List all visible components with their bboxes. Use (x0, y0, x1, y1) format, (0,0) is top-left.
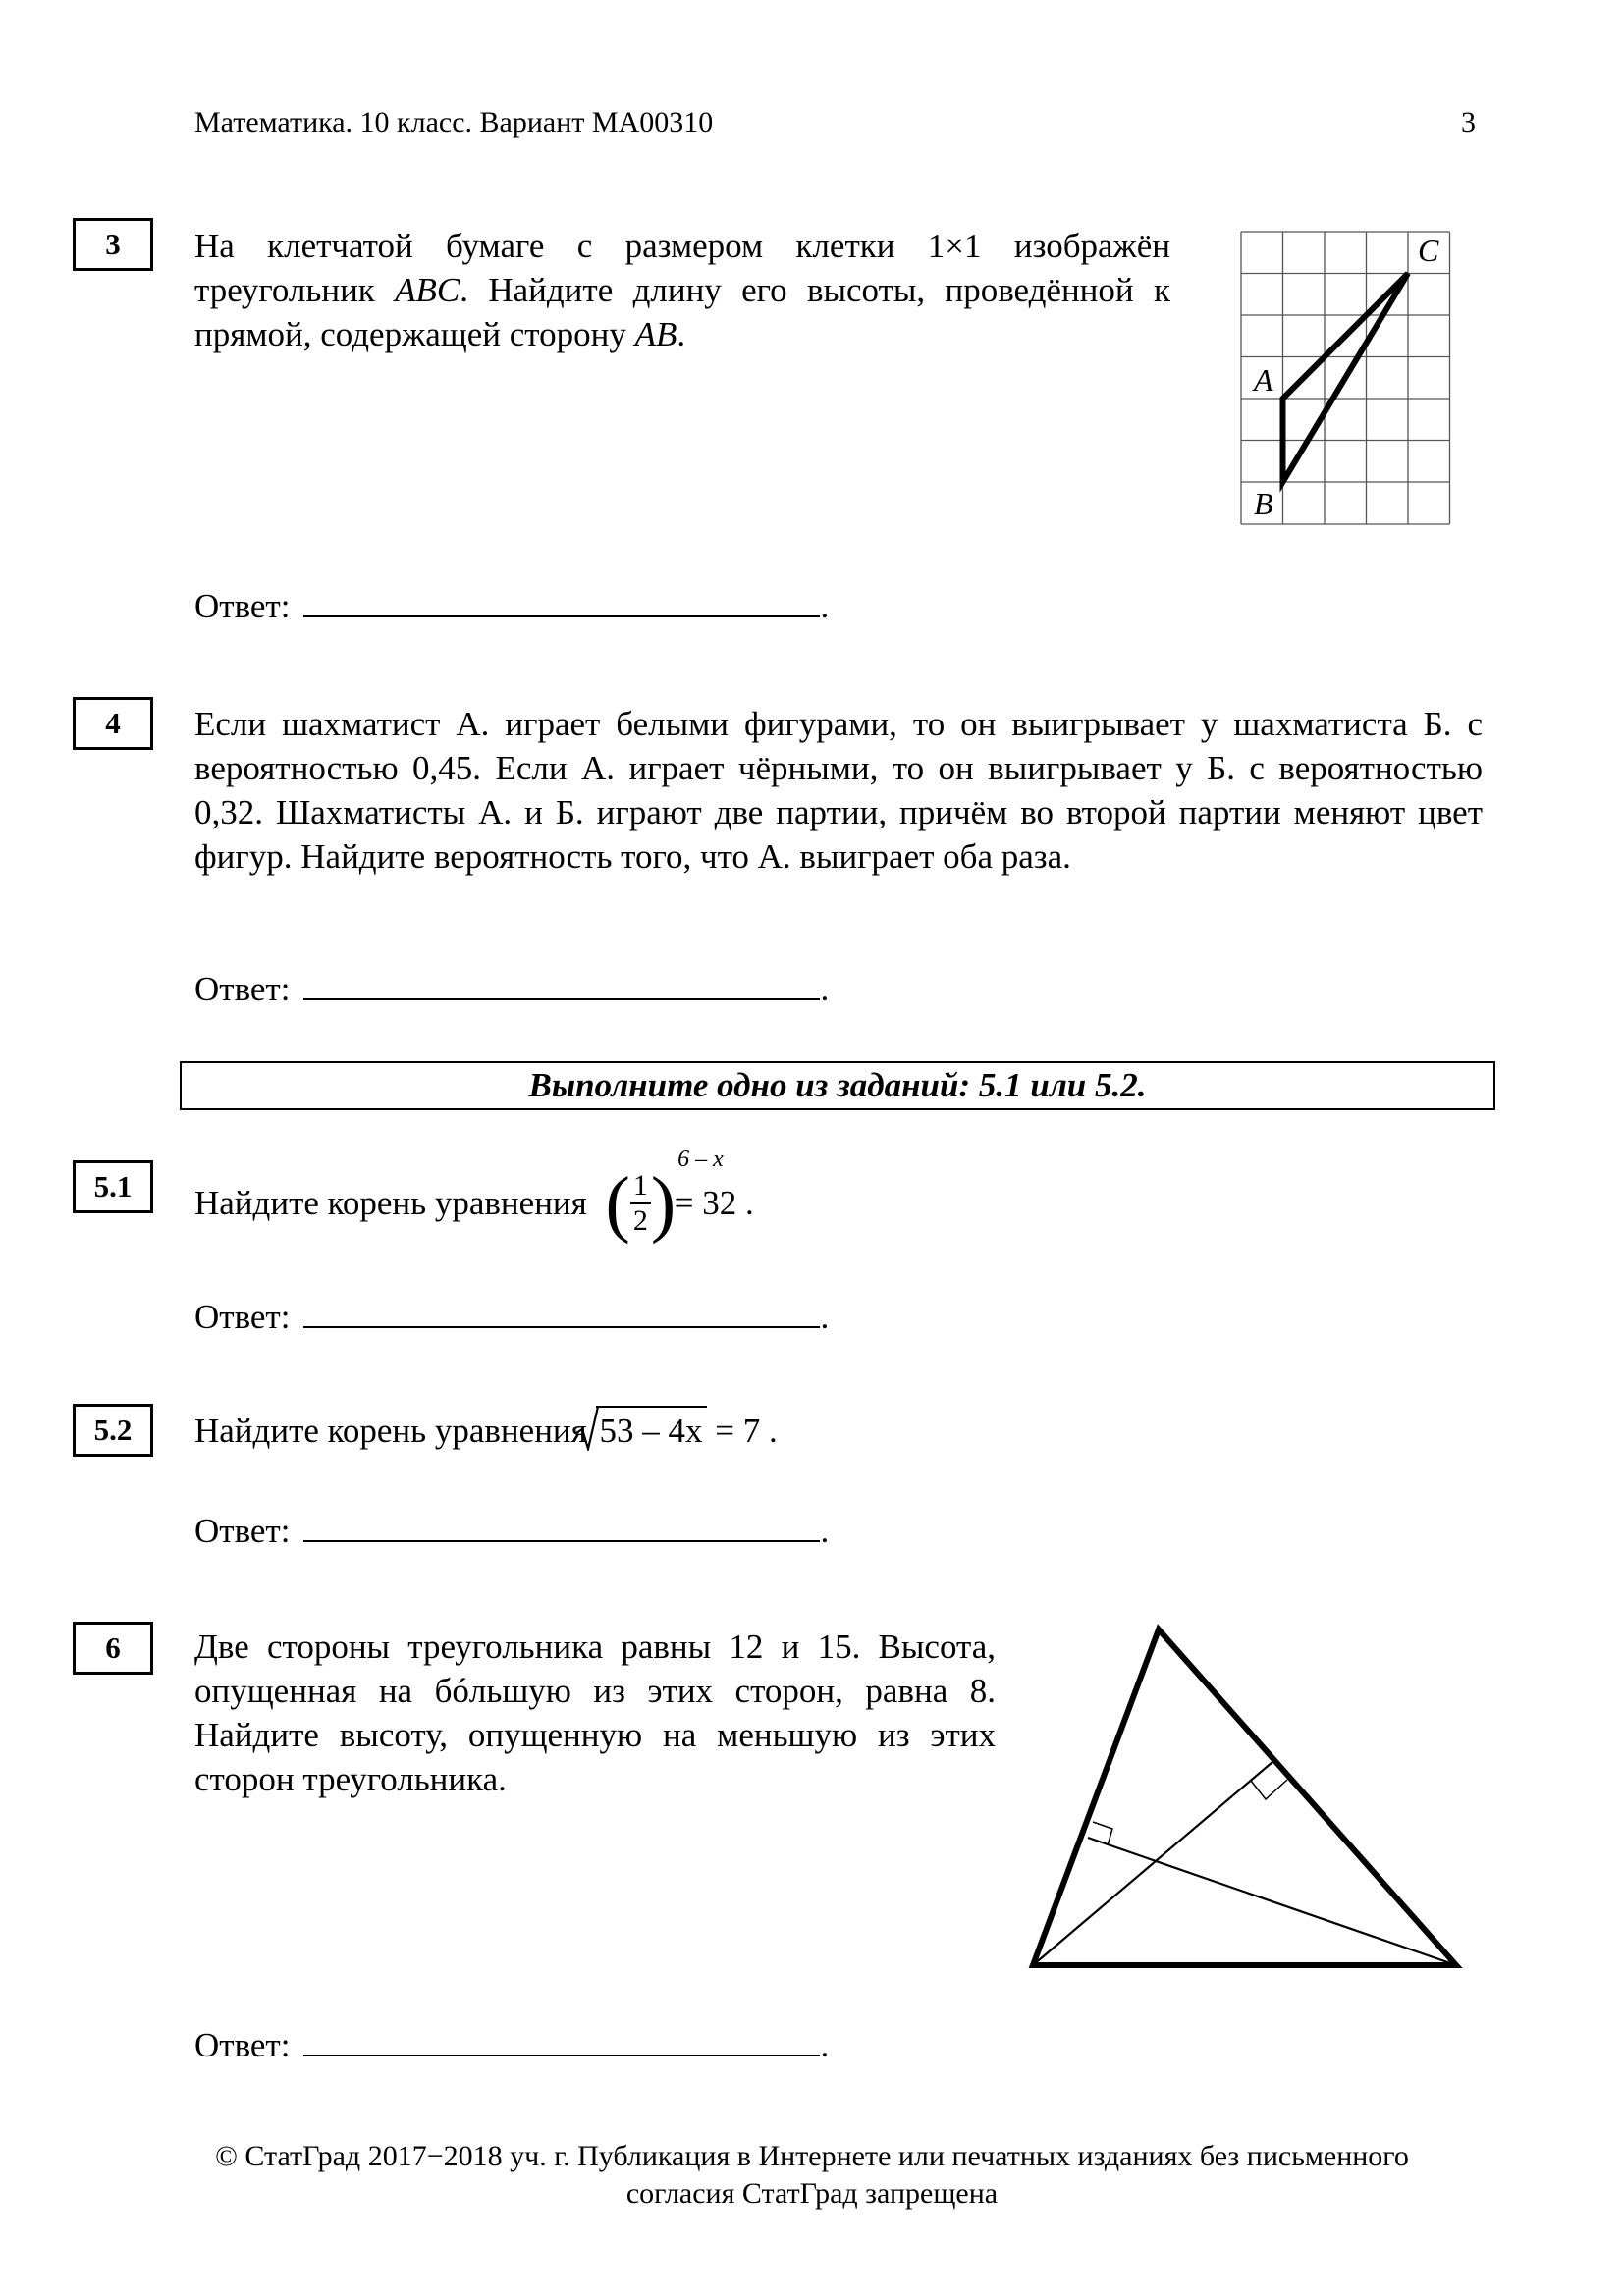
task-5-2-text (194, 1412, 778, 1451)
choice-banner: Выполните одно из заданий: 5.1 или 5.2. (180, 1061, 1495, 1110)
task-5-1-rhs: = 32 . (674, 1183, 754, 1222)
answer-label: Ответ: (194, 587, 291, 625)
radicand: 53 – 4x (596, 1406, 707, 1450)
task-5-1-text (194, 1147, 754, 1245)
label-a: A (1254, 362, 1273, 398)
task-6-answer (194, 2026, 829, 2065)
task-3-text-part3: . (677, 315, 686, 353)
triangle-abc (1283, 274, 1409, 483)
task-3-answer (194, 587, 829, 626)
answer-end: . (820, 970, 830, 1008)
task-5-2-rhs: = 7 . (715, 1412, 778, 1450)
triangle-with-altitudes (1033, 1629, 1456, 1965)
square-root (596, 1412, 707, 1451)
task-3-text (194, 224, 1170, 356)
task-6-number: 6 (73, 1622, 153, 1675)
fraction-one-half (630, 1169, 651, 1238)
task-3-number: 3 (73, 218, 153, 271)
footer-line-1: © СтатГрад 2017−2018 уч. г. Публикация в Интернете или печатных изданиях без письменного (215, 2140, 1409, 2172)
right-paren: ) (650, 1161, 677, 1245)
task-4-text: Если шахматист А. играет белыми фигурами, то он выигрывает у шахматиста Б. с вероятностью 0,45. Если А. играет чёрными, то он выигрывает у Б. с вероятностью 0,32. Шахматисты А. и Б. играют две партии, причём во второй партии меняют цвет фигур. Найдите вероятность того, что А. выиграет оба раза. (194, 705, 1483, 876)
answer-label: Ответ: (194, 1298, 291, 1336)
task-6-text: Две стороны треугольника равны 12 и 15. Высота, опущенная на бóльшую из этих сторон, равна 8. Найдите высоту, опущенную на меньшую из этих сторон треугольника. (194, 1628, 996, 1798)
answer-field[interactable] (303, 2027, 820, 2056)
task-5-1-number: 5.1 (73, 1160, 153, 1213)
page-header-title: Математика. 10 класс. Вариант МА00310 (194, 106, 714, 138)
answer-field[interactable] (303, 1299, 820, 1328)
triangle-heights-figure (1021, 1620, 1463, 1983)
answer-field[interactable] (303, 588, 820, 617)
answer-label: Ответ: (194, 970, 291, 1008)
task-3-text-part1: На клетчатой бумаге с размером клетки 1×1 изображён треугольник (194, 227, 1170, 309)
answer-end: . (820, 1512, 830, 1550)
answer-label: Ответ: (194, 1512, 291, 1550)
task-5-2-prefix: Найдите корень уравнения (194, 1412, 587, 1450)
task-3-ab: AB (634, 315, 677, 353)
fraction-denominator: 2 (632, 1203, 648, 1237)
fraction-numerator: 1 (630, 1169, 651, 1204)
page-number: 3 (1461, 106, 1476, 138)
task-5-2-answer (194, 1512, 829, 1551)
right-angle-mark-1 (1251, 1780, 1287, 1799)
left-paren: ( (605, 1161, 630, 1245)
task-5-1-prefix: Найдите корень уравнения (194, 1183, 587, 1222)
answer-field[interactable] (303, 971, 820, 1000)
footer-line-2: согласия СтатГрад запрещена (625, 2177, 999, 2210)
grid-triangle-figure (1239, 230, 1455, 528)
task-3-abc: ABC (395, 271, 460, 309)
triangle-outline (1033, 1629, 1456, 1965)
answer-end: . (820, 2026, 830, 2064)
exponent: 6 – x (677, 1147, 724, 1172)
answer-field[interactable] (303, 1513, 820, 1542)
task-4-number: 4 (73, 697, 153, 750)
task-4-answer (194, 970, 829, 1009)
label-b: B (1254, 486, 1273, 521)
task-5-1-answer (194, 1298, 829, 1337)
radical-sign-icon (574, 1406, 600, 1451)
answer-end: . (820, 1298, 830, 1336)
answer-label: Ответ: (194, 2026, 291, 2064)
label-c: C (1418, 233, 1439, 268)
answer-end: . (820, 587, 830, 625)
task-3-text-part2: . Найдите длину его высоты, проведённой к прямой, содержащей сторону (194, 271, 1170, 353)
task-5-2-number: 5.2 (73, 1404, 153, 1457)
